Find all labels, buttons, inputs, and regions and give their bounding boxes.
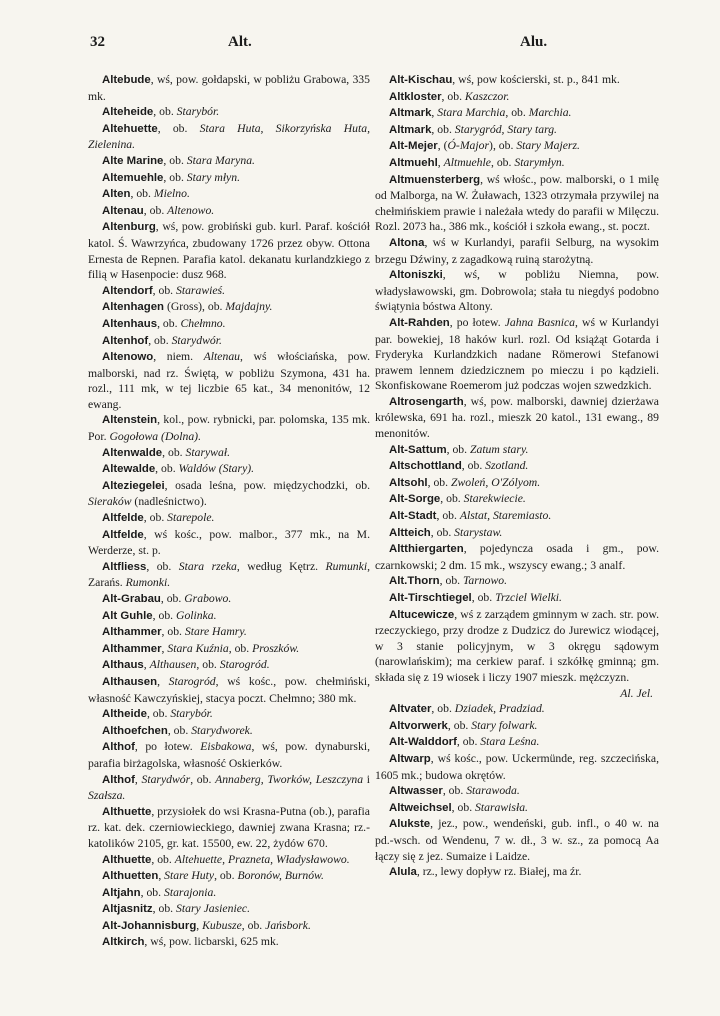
entry-headword: Alt-Sattum (389, 443, 447, 456)
entry-reference: Starogród (168, 674, 216, 688)
dictionary-entry (88, 772, 370, 804)
entry-text: , ob. (214, 869, 238, 883)
entry-headword: Althof (102, 741, 135, 754)
entry-reference: Dziadek, Pradziad. (454, 702, 545, 716)
left-running-head: Alt. (228, 34, 252, 50)
dictionary-entry (88, 739, 370, 771)
entry-text: , ob. (190, 772, 216, 786)
entry-text: , ob. (163, 153, 187, 167)
entry-reference: Starawoda. (466, 784, 520, 798)
entry-reference: Stary folwark. (471, 718, 538, 732)
entry-text: , przysiołek do wsi Krasna-Putna (ob.), parafia rz. kat. dek. czerniowieckiego, dawniej zwana Krasna; rz.-katolików 2105, gr. kat. 15500, ew. 22, żydów 670. (88, 804, 370, 850)
entry-headword: Altweichsel (389, 801, 452, 814)
entry-headword: Althoefchen (102, 724, 168, 737)
dictionary-entry (88, 316, 370, 333)
entry-headword: Altvorwerk (389, 719, 448, 732)
dictionary-entry (88, 934, 370, 951)
entry-text: i (363, 772, 371, 786)
entry-headword: Althuette (102, 853, 152, 866)
entry-headword: Althausen (102, 675, 158, 688)
entry-text: , ob. (427, 475, 451, 489)
entry-headword: Alteheide (102, 106, 154, 119)
entry-text: , ob. (155, 462, 179, 476)
entry-reference: Stary młyn. (186, 170, 241, 184)
entry-reference: Stary Majerz. (516, 139, 580, 153)
entry-headword: Althaus (102, 659, 144, 672)
entry-reference: Rumonki. (125, 576, 171, 590)
dictionary-entry (88, 186, 370, 203)
entry-headword: Altoniszki (389, 269, 443, 282)
dictionary-entry (375, 442, 659, 459)
entry-headword: Altona (389, 236, 425, 249)
entry-text: , wś, pow. gołdapski, w pobliżu Grabowa, 335 mk. (88, 73, 370, 103)
entry-headword: Alt-Johannisburg (102, 919, 197, 932)
entry-reference: Stara Maryna. (186, 153, 255, 167)
entry-text: , ob. (162, 445, 186, 459)
entry-reference: Stara Huta, Sikorzyńska Huta, Zielenina. (88, 121, 370, 152)
entry-headword: Altenowo (102, 351, 154, 364)
entry-text: , wś, pow. malborski, dawniej dzierżawa królewska, 691 ha. rozl., mieszk 20 katol., 131 ewang., 89 menonitów. (375, 394, 659, 441)
entry-text: , wś, pow kościerski, st. p., 841 mk. (452, 73, 620, 86)
entry-text: , ob. (451, 800, 476, 814)
entry-text: , ob. (140, 885, 164, 899)
dictionary-entry (88, 104, 370, 121)
entry-reference: Golinka. (176, 608, 217, 622)
entry-reference: Sieraków (88, 495, 132, 509)
entry-text: , ob. (130, 187, 154, 201)
entry-reference: Chełmno. (180, 316, 226, 330)
entry-text: , wś włościańska, pow. malborski, nad rz. Świętą, w pobliżu Szymona, 431 ha. rozl., 111 mk, w tej liczbie 65 kat., 34 menonitów, 12 ewang. (88, 350, 371, 411)
entry-reference: Starystaw. (454, 525, 503, 539)
dictionary-entry (88, 657, 370, 674)
entry-headword: Altehuette (102, 122, 158, 135)
entry-text: , (157, 674, 169, 688)
entry-text: , wś, pow. grobiński gub. kurl. Paraf. kościół katol. Ś. Wawrzyńca, zbudowany 1726 przez obyw. Ottona Ernesta de Repnen. Parafia katol. dekanatu kurlandzkiego z filią w Hasenpocie: dusz 968. (88, 220, 370, 282)
entry-reference: Ó-Major (447, 139, 490, 153)
entry-headword: Altucewicze (389, 608, 455, 621)
entry-text: , po łotew. (449, 315, 505, 329)
dictionary-entry (375, 751, 659, 783)
entry-text: , wś w Kurlandyi par. bowekiej, 18 haków kurl. rozl. Od książąt Gotarda i Fryderyka Kurlandzkich nadane Römerowi Stefanowi prawem lennem dziedzicznem po mieczu i po kądzieli. Skonfiskowane Roemerom już podczas wojen szwedzkich. (375, 315, 659, 393)
entry-reference: Starepole. (167, 511, 215, 525)
entry-headword: Altfliess (102, 560, 147, 573)
entry-headword: Altfelde (102, 512, 144, 525)
entry-reference: Starymłyn. (514, 155, 565, 169)
entry-text: ), ob. (489, 139, 517, 153)
entry-headword: Altmuensterberg (389, 173, 481, 186)
entry-text: , ob. (157, 121, 200, 135)
entry-reference: Starydwór. (171, 333, 222, 347)
entry-text: , kol., pow. rybnicki, par. polomska, 135 mk. Por. (88, 413, 370, 444)
dictionary-entry (88, 804, 370, 852)
dictionary-entry (375, 607, 659, 686)
entry-text: , ob. (157, 316, 181, 330)
right-running-head: Alu. (520, 34, 548, 50)
dictionary-entry (88, 445, 370, 462)
entry-headword: Alt-Walddorf (389, 736, 457, 749)
right-column (375, 72, 659, 881)
entry-reference: Grabowo. (184, 592, 232, 605)
entry-reference: Starawisła. (475, 800, 528, 814)
entry-headword: Althof (102, 773, 135, 786)
entry-text: , ob. (461, 459, 486, 473)
entry-headword: Altenburg (102, 221, 156, 234)
entry-text: , ob. (146, 559, 179, 573)
dictionary-entry (375, 138, 659, 155)
entry-reference: Marchia. (528, 106, 572, 120)
dictionary-entry (88, 170, 370, 187)
entry-headword: Altkloster (389, 90, 442, 103)
dictionary-entry (88, 219, 370, 282)
entry-text: , ob. (439, 574, 463, 588)
dictionary-entry (88, 333, 370, 350)
entry-text: , (437, 155, 444, 169)
entry-text: , (158, 869, 165, 883)
entry-text: , ob. (431, 702, 455, 716)
entry-headword: Altjasnitz (102, 903, 153, 916)
entry-reference: Alstat, Staremiasto. (459, 509, 552, 523)
entry-headword: Altenhaus (102, 317, 158, 330)
dictionary-entry (88, 901, 370, 918)
entry-reference: Kaszczor. (464, 89, 510, 103)
dictionary-entry (88, 868, 370, 885)
entry-headword: Althammer (102, 626, 162, 639)
dictionary-entry (375, 734, 659, 751)
entry-text: , wś kośc., pow. malbor., 377 mk., na M. Werderze, st. p. (88, 527, 370, 558)
entry-text: (Gross), ob. (164, 300, 226, 314)
entry-text: , ob. (160, 592, 185, 605)
entry-reference: Jahna Basnica (504, 315, 576, 329)
dictionary-entry (88, 723, 370, 740)
dictionary-entry (375, 541, 659, 573)
entry-reference: Starajonia. (163, 885, 217, 899)
entry-text: , ob. (167, 723, 192, 737)
dictionary-entry (375, 508, 659, 525)
entry-headword: Altewalde (102, 463, 156, 476)
entry-reference: Rumunki (325, 559, 368, 573)
entry-headword: Altjahn (102, 886, 141, 899)
entry-headword: Altvater (389, 703, 432, 716)
dictionary-entry (88, 72, 370, 104)
entry-text: , ob. (442, 784, 467, 798)
entry-text: , Zarańs. (88, 559, 370, 590)
entry-reference: Mielno. (153, 187, 190, 201)
entry-text: , wś, pow. dynaburski, parafia birżagolska, własność Oskierków. (88, 740, 370, 770)
dictionary-entry (88, 706, 370, 723)
entry-signature: Al. Jel. (620, 686, 653, 700)
entry-reference: Starogród. (219, 658, 270, 672)
entry-headword: Althammer (102, 642, 162, 655)
entry-headword: Alt Guhle (102, 609, 153, 622)
entry-text: , (161, 641, 168, 655)
dictionary-entry (375, 590, 659, 607)
entry-text: , po łotew. (134, 740, 201, 754)
entry-text: , niem. (153, 350, 204, 364)
entry-text: , wś, pow. licbarski, 625 mk. (144, 935, 279, 949)
entry-headword: Altemuehle (102, 171, 164, 184)
entry-reference: Starybór. (170, 707, 213, 721)
entry-text: , ob. (430, 525, 455, 539)
entry-text: , wś, w pobliżu Niemna, pow. władysławowski, gm. Dobrowola; stała tu niegdyś podobno świątynia bóstwa Altony. (375, 268, 659, 314)
dictionary-entry (88, 918, 370, 935)
entry-text: , ob. (163, 170, 187, 184)
entry-reference: Althausen (149, 658, 197, 672)
entry-text: , wś w Kurlandyi, parafii Selburg, na wysokim brzegu Dźwiny, z zagadkową ruiną starożytną. (375, 235, 659, 266)
entry-text: , (431, 106, 438, 120)
entry-headword: Altrosengarth (389, 395, 464, 408)
dictionary-entry (375, 573, 659, 590)
entry-reference: Majdajny. (225, 300, 273, 314)
entry-reference: Jańsbork. (265, 918, 311, 932)
dictionary-entry (375, 315, 659, 394)
entry-headword: Alt-Rahden (389, 316, 450, 329)
dictionary-entry (88, 412, 370, 444)
entry-text: , ob. (441, 89, 465, 103)
entry-text: , ob. (436, 509, 460, 523)
entry-reference: Starygród, Stary targ. (454, 122, 557, 136)
entry-reference: Zatum stary. (469, 442, 529, 456)
dictionary-entry (375, 235, 659, 267)
entry-text: , ob. (505, 106, 529, 120)
entry-reference: Altenowo. (167, 203, 215, 217)
dictionary-entry (88, 203, 370, 220)
dictionary-entry (375, 783, 659, 800)
dictionary-entry (88, 591, 370, 608)
dictionary-entry (375, 155, 659, 172)
entry-text: , ob. (152, 608, 176, 622)
entry-text: , ob. (146, 707, 171, 721)
dictionary-entry (375, 172, 659, 235)
entry-reference: Boronów, Burnów. (237, 869, 324, 883)
dictionary-entry (375, 267, 659, 315)
entry-text: , ob. (143, 203, 168, 217)
entry-text: , ob. (241, 918, 266, 932)
entry-reference: Starekwiecie. (463, 492, 526, 506)
entry-headword: Alt-Tirschtiegel (389, 592, 472, 604)
entry-reference: Stare Huty (164, 869, 215, 883)
entry-headword: Altenau (102, 204, 144, 217)
dictionary-entry (88, 283, 370, 300)
entry-reference: Zwoleń, O'Zólyom. (450, 475, 541, 489)
entry-text: , (143, 658, 150, 672)
entry-reference: Gogołowa (Dolna). (109, 430, 201, 444)
entry-text: , ob. (431, 122, 455, 136)
dictionary-entry (88, 608, 370, 625)
entry-text: , ob. (152, 283, 176, 297)
entry-reference: Stara Marchia (437, 106, 506, 120)
dictionary-entry (375, 394, 659, 442)
entry-headword: Altenhof (102, 334, 149, 347)
entry-headword: Alula (389, 866, 417, 879)
entry-headword: Altebude (102, 74, 151, 86)
entry-reference: Stara rzeka (178, 559, 237, 573)
entry-text: , ob. (447, 718, 472, 732)
entry-headword: Alte Marine (102, 154, 164, 167)
entry-text: , osada leśna, pow. międzychodzki, ob. (164, 478, 370, 492)
entry-headword: Altteich (389, 526, 431, 539)
entry-headword: Alukste (389, 818, 431, 831)
entry-text: , ob. (490, 155, 515, 169)
dictionary-entry (375, 122, 659, 139)
entry-headword: Altmuehl (389, 156, 438, 169)
entry-headword: Altmark (389, 123, 432, 136)
dictionary-entry (375, 491, 659, 508)
entry-headword: Altkirch (102, 936, 145, 949)
entry-reference: Altenau (203, 350, 241, 364)
entry-reference: Waldów (Stary). (178, 462, 255, 476)
entry-text: , rz., lewy dopływ rz. Białej, ma źr. (416, 865, 582, 879)
dictionary-entry (88, 153, 370, 170)
entry-headword: Alt-Sorge (389, 493, 441, 506)
entry-headword: Alten (102, 188, 131, 201)
dictionary-entry (375, 701, 659, 718)
entry-text: , ( (437, 139, 448, 153)
entry-reference: Proszków. (252, 641, 300, 655)
dictionary-entry (375, 816, 659, 864)
entry-reference: Starywał. (185, 445, 230, 459)
entry-reference: Starydworek. (191, 723, 253, 737)
entry-text: , (196, 918, 203, 932)
entry-text: , wś z zarządem gminnym w zach. str. pow. rzeczyckiego, przy drodze z Dudzicz do Jurewicz wiodącej, w 3 stanie policyjnym, w 3 okręgu sądowym (narowlańskim); ma cerkiew paraf. i szkółkę gminną; gm. składa się z 19 wiosek i liczy 1907 mieszk. mężczyzn. (375, 607, 659, 684)
dictionary-entry (375, 718, 659, 735)
entry-text: , wś kośc., pow. Uckermünde, reg. szczecińska, 1605 mk.; budowa okrętów. (375, 751, 659, 782)
entry-reference: Eisbakowa (200, 740, 252, 754)
entry-reference: Stara Kuźnia (167, 641, 229, 655)
entry-text: , według Kętrz. (236, 559, 326, 573)
entry-text: , ob. (228, 641, 253, 655)
entry-text: , ob. (446, 442, 470, 456)
entry-headword: Alt-Stadt (389, 510, 437, 523)
entry-text: , ob. (440, 492, 464, 506)
dictionary-entry (375, 800, 659, 817)
entry-reference: Szotland. (485, 459, 529, 473)
entry-headword: Altendorf (102, 284, 153, 297)
entry-reference: Kubusze (202, 918, 242, 932)
entry-headword: Altmark (389, 107, 432, 120)
entry-reference: Starydwór (141, 772, 191, 786)
entry-headword: Altthiergarten (389, 543, 464, 556)
dictionary-entry (88, 121, 370, 153)
dictionary-entry (88, 885, 370, 902)
entry-headword: Althuetten (102, 870, 159, 883)
entry-reference: Szałsza. (88, 789, 126, 803)
entry-headword: Altsohl (389, 476, 428, 489)
left-column (88, 72, 370, 951)
entry-reference: Altmuehle (443, 155, 491, 169)
dictionary-entry (375, 864, 659, 881)
entry-reference: Starawieś. (176, 283, 226, 297)
entry-headword: Altfelde (102, 528, 144, 541)
dictionary-entry (88, 559, 370, 591)
entry-text: , ob. (143, 511, 168, 525)
entry-text: , ob. (471, 591, 496, 604)
entry-headword: Alt.Thorn (389, 575, 440, 588)
entry-text: , ob. (153, 105, 177, 119)
dictionary-entry (88, 349, 370, 412)
entry-headword: Alt-Kischau (389, 74, 453, 86)
entry-headword: Althuette (102, 805, 152, 818)
entry-headword: Alteziegelei (102, 479, 165, 492)
entry-text: , ob. (456, 735, 481, 749)
entry-reference: Annaberg, Tworków, Leszczyna (215, 772, 364, 786)
entry-headword: Altwasser (389, 785, 443, 798)
entry-reference: Stare Hamry. (184, 625, 247, 639)
dictionary-entry (375, 89, 659, 106)
entry-headword: Altheide (102, 708, 147, 721)
entry-text: , ob. (161, 625, 185, 639)
dictionary-entry (88, 478, 370, 510)
entry-text: (nadleśnictwo). (131, 495, 207, 509)
entry-headword: Altwarp (389, 752, 431, 765)
dictionary-entry (375, 72, 659, 89)
entry-reference: Starybór. (176, 105, 220, 119)
entry-headword: Alt-Grabau (102, 593, 161, 605)
entry-text: , wś kośc., pow. chełmiński, własność Kawczyńskiej, stacya poczt. Chełmno; 380 mk. (88, 674, 370, 705)
dictionary-entry (88, 641, 370, 658)
entry-reference: Stara Leśna. (480, 735, 540, 749)
dictionary-entry (88, 461, 370, 478)
entry-text: , ob. (151, 852, 175, 866)
entry-text: , ob. (148, 333, 172, 347)
entry-reference: Tarnowo. (463, 574, 508, 588)
entry-headword: Altschottland (389, 460, 462, 473)
dictionary-entry (88, 624, 370, 641)
entry-text: , ob. (196, 658, 220, 672)
entry-text: , wś włośc., pow. malborski, o 1 milę od Malborga, na W. Żuławach, 1323 otrzymała przywilej na chełmińskiem prawie i należała wtedy do parafii w Milęczu. Rozl. 2073 ha., 386 mk., kościół i szkoła ewang., st. poczt. (375, 172, 659, 234)
dictionary-entry (88, 527, 370, 559)
dictionary-entry (88, 299, 370, 316)
entry-reference: Trzciel Wielki. (495, 591, 562, 604)
entry-reference: Altehuette, Prazneta, Władysławowo. (174, 852, 350, 866)
entry-text: , (134, 772, 142, 786)
page-number: 32 (90, 34, 105, 50)
dictionary-entry (88, 674, 370, 706)
dictionary-entry (375, 105, 659, 122)
dictionary-entry (375, 525, 659, 542)
dictionary-entry (375, 475, 659, 492)
dictionary-entry (88, 510, 370, 527)
entry-headword: Altenwalde (102, 446, 163, 459)
dictionary-entry (88, 852, 370, 869)
entry-text: , jez., pow., wendeński, gub. infl., o 40 w. na pd.-wsch. od Wendenu, 7 w. dł., 3 w. sz., za pomocą Aa łączy się z jez. Sumaize i Laidze. (375, 817, 659, 863)
entry-text: , pojedyncza osada i gm., pow. czarnkowski; 2 dm. 15 mk., wszyscy ewang.; 3 analf. (375, 542, 659, 572)
entry-reference: Stary Jasieniec. (176, 902, 251, 916)
entry-headword: Altenhagen (102, 301, 165, 314)
entry-headword: Altenstein (102, 414, 158, 427)
entry-text: , ob. (152, 902, 177, 916)
dictionary-entry (375, 458, 659, 475)
entry-headword: Alt-Mejer (389, 140, 438, 153)
